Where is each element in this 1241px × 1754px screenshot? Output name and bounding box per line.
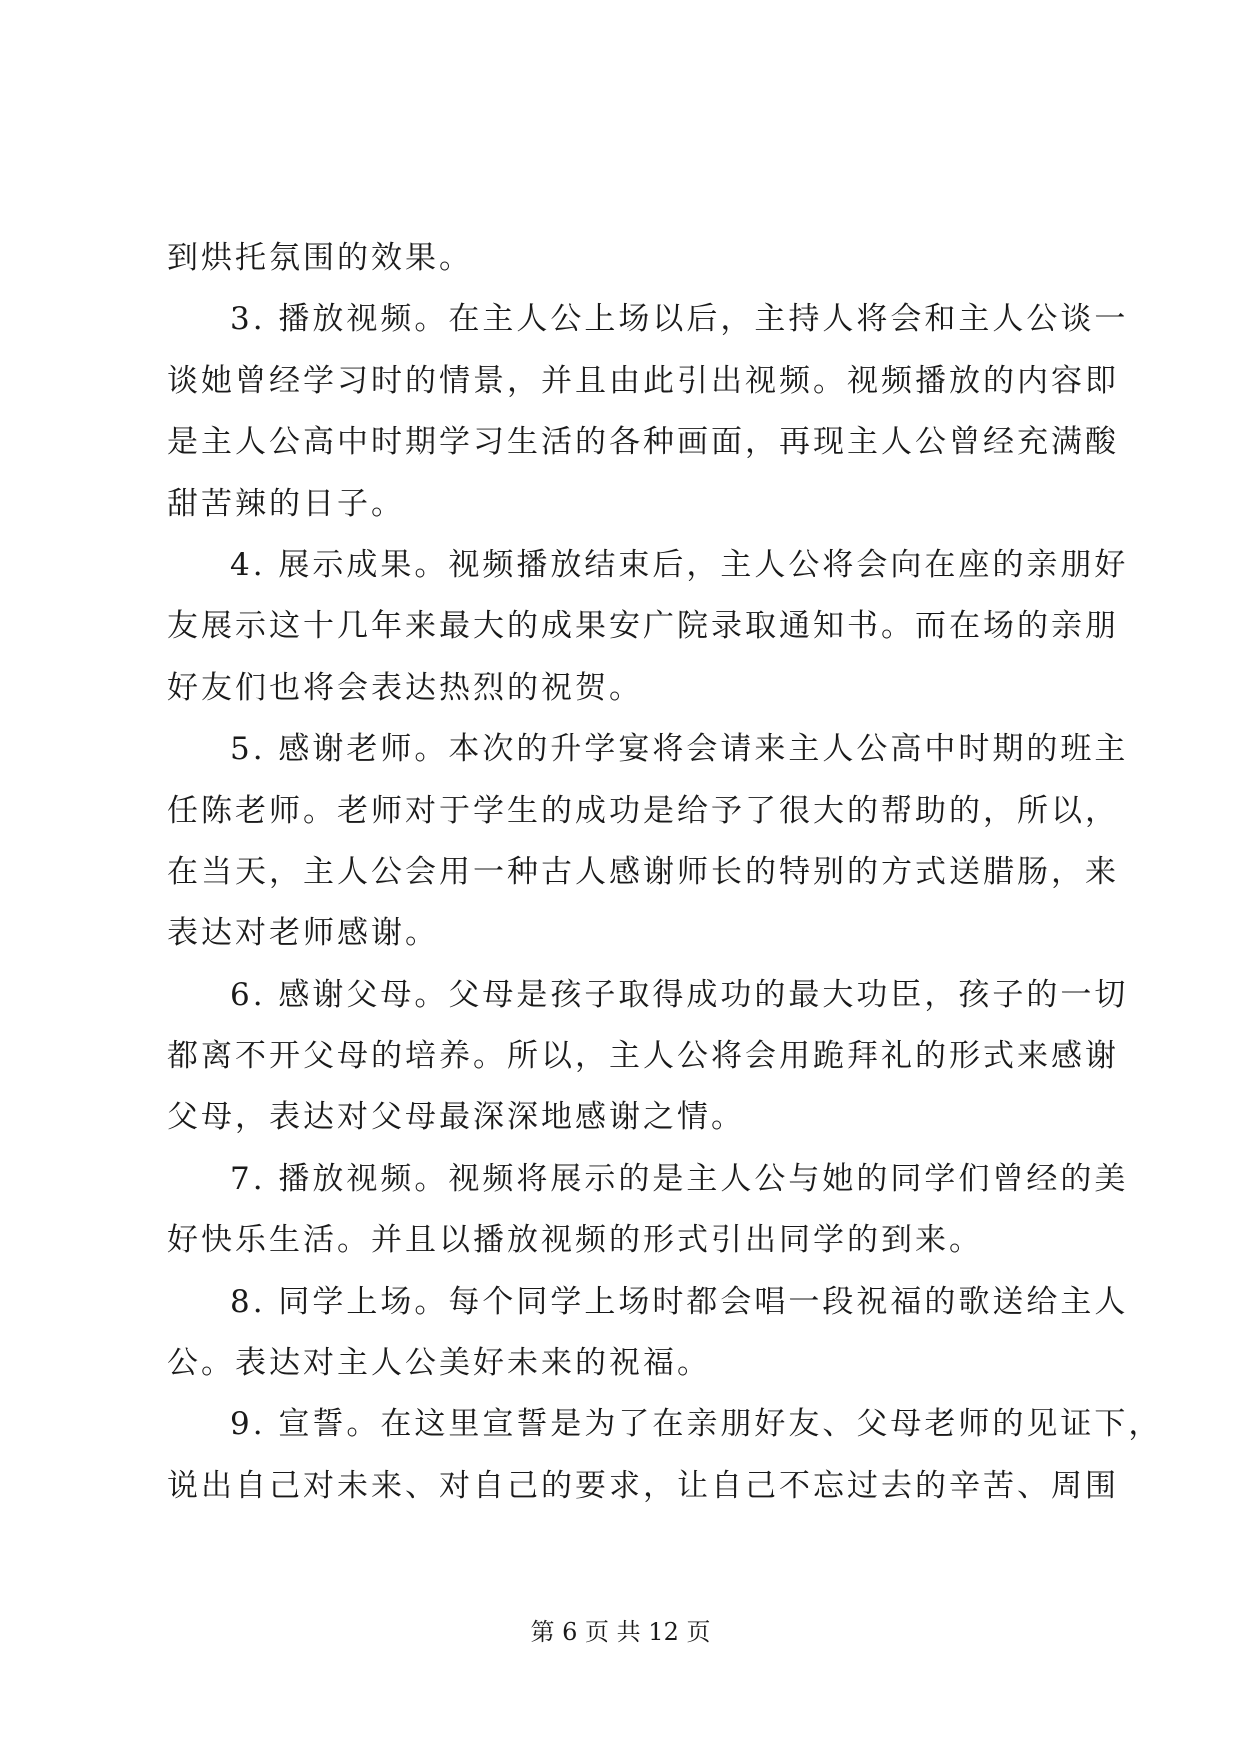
text-line: 是主人公高中时期学习生活的各种画面，再现主人公曾经充满酸 bbox=[167, 424, 1119, 461]
text-line: 好友们也将会表达热烈的祝贺。 bbox=[167, 669, 643, 706]
text-line: 在当天，主人公会用一种古人感谢师长的特别的方式送腊肠，来 bbox=[167, 853, 1119, 890]
text-line: 甜苦辣的日子。 bbox=[167, 485, 405, 522]
paragraph-7-start: 7. 播放视频。视频将展示的是主人公与她的同学们曾经的美 bbox=[230, 1160, 1129, 1197]
text-line: 说出自己对未来、对自己的要求，让自己不忘过去的辛苦、周围 bbox=[167, 1467, 1119, 1504]
text-line: 公。表达对主人公美好未来的祝福。 bbox=[167, 1345, 711, 1382]
paragraph-9-start: 9. 宣誓。在这里宣誓是为了在亲朋好友、父母老师的见证下， bbox=[230, 1406, 1163, 1443]
paragraph-3-start: 3. 播放视频。在主人公上场以后，主持人将会和主人公谈一 bbox=[230, 301, 1129, 338]
text-line: 表达对老师感谢。 bbox=[167, 915, 439, 952]
paragraph-6-start: 6. 感谢父母。父母是孩子取得成功的最大功臣，孩子的一切 bbox=[230, 976, 1129, 1013]
text-line: 父母，表达对父母最深深地感谢之情。 bbox=[167, 1099, 745, 1136]
text-line: 任陈老师。老师对于学生的成功是给予了很大的帮助的，所以， bbox=[167, 792, 1119, 829]
paragraph-5-start: 5. 感谢老师。本次的升学宴将会请来主人公高中时期的班主 bbox=[230, 731, 1129, 768]
text-line: 都离不开父母的培养。所以，主人公将会用跪拜礼的形式来感谢 bbox=[167, 1038, 1119, 1075]
page-footer: 第 6 页 共 12 页 bbox=[530, 1618, 711, 1646]
text-line: 好快乐生活。并且以播放视频的形式引出同学的到来。 bbox=[167, 1222, 983, 1259]
text-line: 友展示这十几年来最大的成果安广院录取通知书。而在场的亲朋 bbox=[167, 608, 1119, 645]
text-line: 到烘托氛围的效果。 bbox=[167, 240, 473, 276]
body-text bbox=[167, 228, 1163, 1517]
paragraph-4-start: 4. 展示成果。视频播放结束后，主人公将会向在座的亲朋好 bbox=[230, 546, 1129, 583]
text-line: 谈她曾经学习时的情景，并且由此引出视频。视频播放的内容即 bbox=[167, 362, 1119, 399]
paragraph-8-start: 8. 同学上场。每个同学上场时都会唱一段祝福的歌送给主人 bbox=[230, 1283, 1129, 1320]
